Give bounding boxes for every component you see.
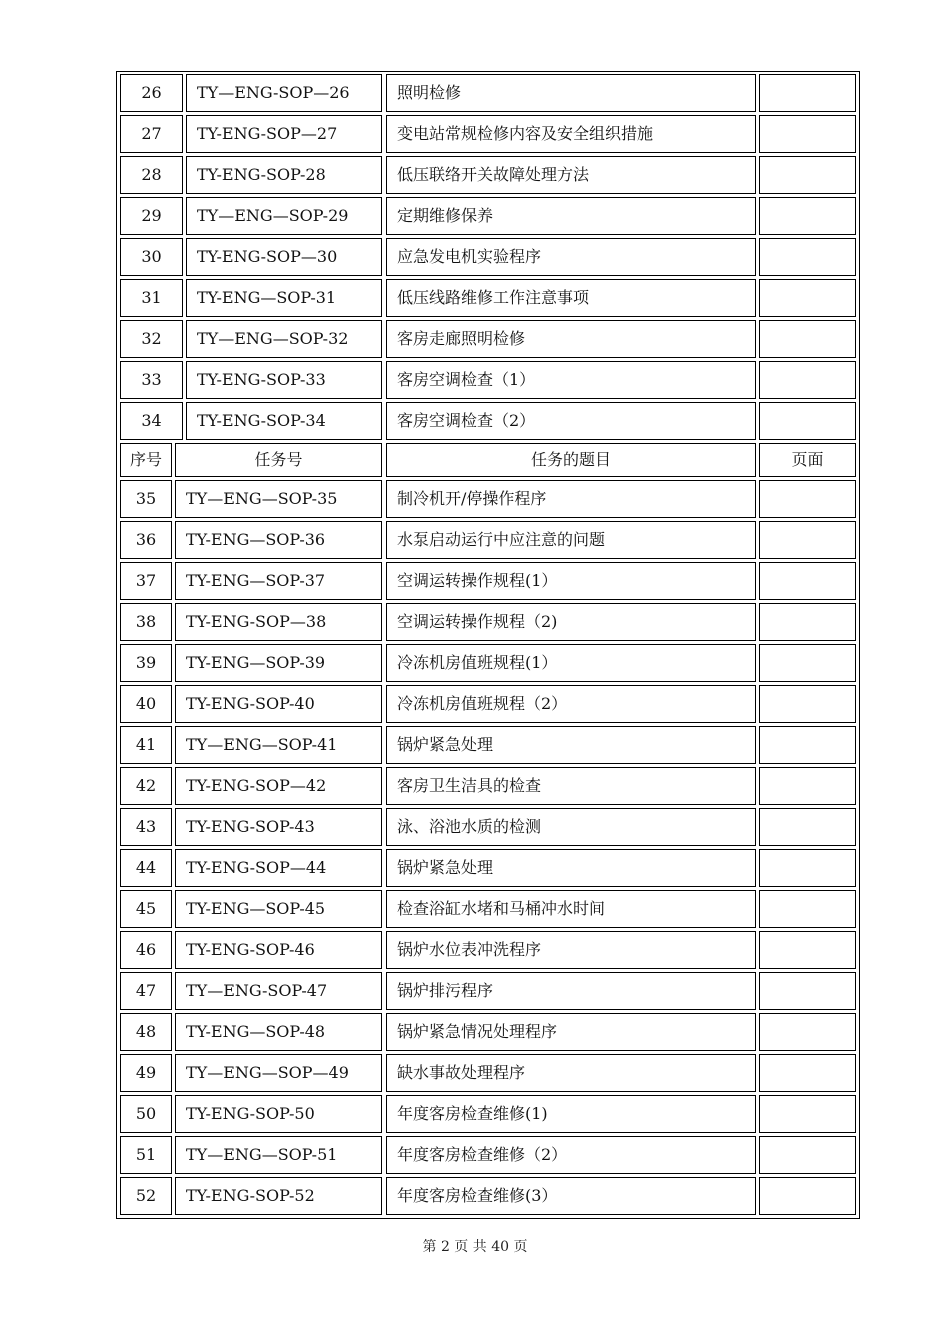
table-cell-seq: 27 [120, 115, 183, 153]
table-cell-title: 冷冻机房值班规程(1） [386, 644, 756, 682]
table-cell-seq: 45 [120, 890, 172, 928]
table-cell-title: 变电站常规检修内容及安全组织措施 [386, 115, 756, 153]
table-cell-code: TY—ENG—SOP-51 [175, 1136, 382, 1174]
table-cell-seq: 37 [120, 562, 172, 600]
table-cell-code: TY-ENG-SOP-43 [175, 808, 382, 846]
table-cell-page [759, 115, 856, 153]
table-cell-seq: 36 [120, 521, 172, 559]
table-cell-page [759, 402, 856, 440]
table-cell-code: TY—ENG—SOP-29 [186, 197, 382, 235]
table-cell-title: 锅炉排污程序 [386, 972, 756, 1010]
table-cell-title: 定期维修保养 [386, 197, 756, 235]
table-cell-seq: 38 [120, 603, 172, 641]
table-cell-seq: 30 [120, 238, 183, 276]
table-cell-page [759, 808, 856, 846]
table-cell-page [759, 156, 856, 194]
table-cell-page [759, 972, 856, 1010]
table-cell-page [759, 521, 856, 559]
table-cell-page [759, 644, 856, 682]
table-cell-seq: 43 [120, 808, 172, 846]
table-cell-page [759, 685, 856, 723]
table-header-page: 页面 [759, 443, 856, 477]
table-cell-seq: 49 [120, 1054, 172, 1092]
table-cell-seq: 33 [120, 361, 183, 399]
table-cell-title: 低压联络开关故障处理方法 [386, 156, 756, 194]
table-cell-code: TY-ENG-SOP—38 [175, 603, 382, 641]
table-cell-page [759, 1054, 856, 1092]
table-cell-title: 锅炉水位表冲洗程序 [386, 931, 756, 969]
table-cell-title: 照明检修 [386, 74, 756, 112]
table-cell-seq: 46 [120, 931, 172, 969]
table-cell-page [759, 1095, 856, 1133]
table-cell-seq: 34 [120, 402, 183, 440]
table-cell-code: TY-ENG—SOP-45 [175, 890, 382, 928]
table-cell-title: 冷冻机房值班规程（2） [386, 685, 756, 723]
table-cell-title: 客房卫生洁具的检查 [386, 767, 756, 805]
table-cell-code: TY—ENG—SOP—49 [175, 1054, 382, 1092]
table-cell-seq: 44 [120, 849, 172, 887]
table-cell-page [759, 931, 856, 969]
table-cell-title: 泳、浴池水质的检测 [386, 808, 756, 846]
table-cell-code: TY—ENG—SOP-41 [175, 726, 382, 764]
table-header-title: 任务的题目 [386, 443, 756, 477]
table-cell-seq: 35 [120, 480, 172, 518]
table-cell-title: 锅炉紧急处理 [386, 726, 756, 764]
table-cell-title: 客房走廊照明检修 [386, 320, 756, 358]
table-cell-code: TY-ENG-SOP-50 [175, 1095, 382, 1133]
table-cell-title: 低压线路维修工作注意事项 [386, 279, 756, 317]
table-cell-code: TY—ENG—SOP-35 [175, 480, 382, 518]
table-cell-page [759, 1136, 856, 1174]
table-cell-code: TY—ENG-SOP—26 [186, 74, 382, 112]
table-cell-code: TY-ENG-SOP—30 [186, 238, 382, 276]
table-cell-title: 年度客房检查维修(1) [386, 1095, 756, 1133]
table-header-seq: 序号 [120, 443, 172, 477]
table-cell-seq: 42 [120, 767, 172, 805]
table-cell-page [759, 361, 856, 399]
table-cell-page [759, 197, 856, 235]
table-cell-page [759, 562, 856, 600]
table-cell-title: 应急发电机实验程序 [386, 238, 756, 276]
table-cell-title: 锅炉紧急处理 [386, 849, 756, 887]
table-cell-code: TY-ENG-SOP-46 [175, 931, 382, 969]
table-cell-code: TY-ENG—SOP-36 [175, 521, 382, 559]
table-cell-page [759, 74, 856, 112]
table-cell-seq: 47 [120, 972, 172, 1010]
table-cell-title: 年度客房检查维修(3） [386, 1177, 756, 1215]
table-cell-title: 空调运转操作规程（2) [386, 603, 756, 641]
table-cell-code: TY-ENG-SOP-34 [186, 402, 382, 440]
table-cell-seq: 32 [120, 320, 183, 358]
table-cell-seq: 52 [120, 1177, 172, 1215]
table-cell-code: TY—ENG-SOP-47 [175, 972, 382, 1010]
table-cell-seq: 48 [120, 1013, 172, 1051]
table-cell-seq: 40 [120, 685, 172, 723]
table-cell-seq: 29 [120, 197, 183, 235]
table-cell-code: TY-ENG-SOP-33 [186, 361, 382, 399]
table-cell-page [759, 480, 856, 518]
table-cell-code: TY-ENG-SOP-52 [175, 1177, 382, 1215]
table-cell-code: TY-ENG-SOP—44 [175, 849, 382, 887]
table-cell-page [759, 726, 856, 764]
table-cell-seq: 39 [120, 644, 172, 682]
table-cell-title: 空调运转操作规程(1） [386, 562, 756, 600]
table-cell-page [759, 279, 856, 317]
table-cell-page [759, 849, 856, 887]
table-cell-page [759, 767, 856, 805]
table-cell-title: 年度客房检查维修（2） [386, 1136, 756, 1174]
table-cell-code: TY-ENG—SOP-39 [175, 644, 382, 682]
table-cell-page [759, 603, 856, 641]
table-cell-page [759, 1177, 856, 1215]
table-cell-page [759, 890, 856, 928]
table-header-code: 任务号 [175, 443, 382, 477]
table-cell-code: TY-ENG—SOP-31 [186, 279, 382, 317]
table-cell-seq: 26 [120, 74, 183, 112]
table-cell-title: 客房空调检查（1） [386, 361, 756, 399]
table-cell-title: 检查浴缸水堵和马桶冲水时间 [386, 890, 756, 928]
table-cell-seq: 50 [120, 1095, 172, 1133]
table-cell-code: TY-ENG-SOP-28 [186, 156, 382, 194]
table-cell-seq: 31 [120, 279, 183, 317]
table-cell-code: TY-ENG—SOP-37 [175, 562, 382, 600]
table-cell-title: 客房空调检查（2） [386, 402, 756, 440]
table-cell-title: 缺水事故处理程序 [386, 1054, 756, 1092]
table-cell-title: 水泵启动运行中应注意的问题 [386, 521, 756, 559]
table-cell-title: 锅炉紧急情况处理程序 [386, 1013, 756, 1051]
table-cell-page [759, 1013, 856, 1051]
table-cell-seq: 28 [120, 156, 183, 194]
page-footer: 第 2 页 共 40 页 [422, 1239, 528, 1255]
table-cell-page [759, 238, 856, 276]
table-cell-page [759, 320, 856, 358]
table-cell-code: TY-ENG-SOP—27 [186, 115, 382, 153]
table-cell-code: TY-ENG-SOP—42 [175, 767, 382, 805]
table-cell-seq: 41 [120, 726, 172, 764]
table-cell-title: 制冷机开/停操作程序 [386, 480, 756, 518]
table-cell-code: TY—ENG—SOP-32 [186, 320, 382, 358]
table-cell-code: TY-ENG-SOP-40 [175, 685, 382, 723]
table-cell-seq: 51 [120, 1136, 172, 1174]
table-cell-code: TY-ENG—SOP-48 [175, 1013, 382, 1051]
